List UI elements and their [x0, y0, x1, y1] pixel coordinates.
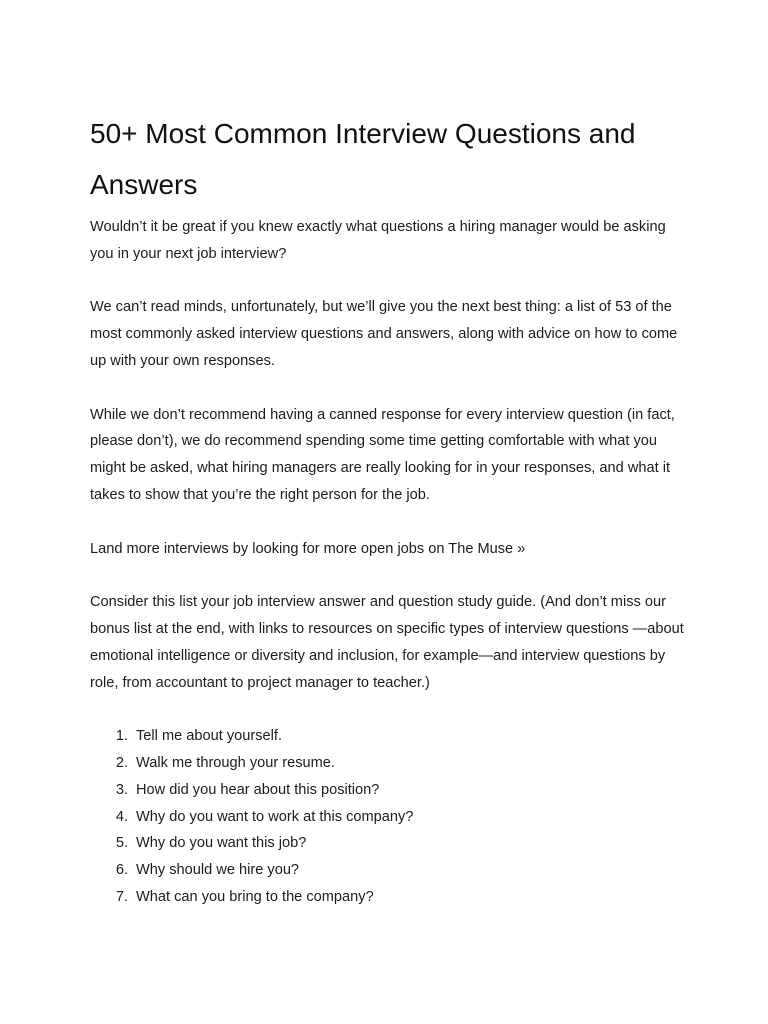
list-item-number: 4. — [115, 808, 128, 825]
intro-paragraph: Wouldn’t it be great if you knew exactly what questions a hiring manager would be asking you in your next job interview? — [90, 219, 666, 262]
list-item — [90, 777, 690, 804]
list-item-text: Tell me about yourself. — [136, 728, 283, 745]
list-item-text: How did you hear about this position? — [136, 781, 380, 798]
list-item-number: 2. — [115, 754, 128, 771]
document-title: 50+ Most Common Interview Questions and Answers — [90, 118, 636, 200]
document-page — [90, 108, 690, 911]
list-item-number: 5. — [115, 835, 128, 852]
list-item-number: 7. — [115, 888, 128, 905]
list-item — [90, 723, 690, 750]
list-item-text: What can you bring to the company? — [136, 888, 374, 905]
list-item — [90, 750, 690, 777]
list-item-number: 3. — [115, 781, 128, 798]
advice-paragraph: While we don’t recommend having a canned response for every interview question (in fact, please don’t), we do recommend spending some time getting comfortable with what you might be asked, what hiring managers are really looking for in your responses, and what it takes to show that you’re the right person for the job. — [90, 406, 675, 503]
list-item-text: Walk me through your resume. — [136, 754, 335, 771]
list-intro-paragraph: We can’t read minds, unfortunately, but we’ll give you the next best thing: a list of 53 of the most commonly asked interview questions and answers, along with advice on how to come up with your own responses. — [90, 299, 678, 369]
list-item-number: 1. — [115, 728, 128, 745]
list-item-number: 6. — [115, 862, 128, 879]
list-item — [90, 884, 690, 911]
list-item-text: Why should we hire you? — [136, 862, 300, 879]
list-item — [90, 857, 690, 884]
the-muse-link-paragraph: Land more interviews by looking for more open jobs on The Muse » — [90, 540, 526, 557]
list-item-text: Why do you want this job? — [136, 835, 307, 852]
list-item — [90, 830, 690, 857]
study-guide-paragraph: Consider this list your job interview answer and question study guide. (And don’t miss our bonus list at the end, with links to resources on specific types of interview questions —about emotional intelligence or diversity and inclusion, for example—and interview questions by role, from accountant to project manager to teacher.) — [90, 594, 684, 691]
list-item — [90, 804, 690, 831]
questions-list — [90, 723, 690, 911]
list-item-text: Why do you want to work at this company? — [136, 808, 414, 825]
